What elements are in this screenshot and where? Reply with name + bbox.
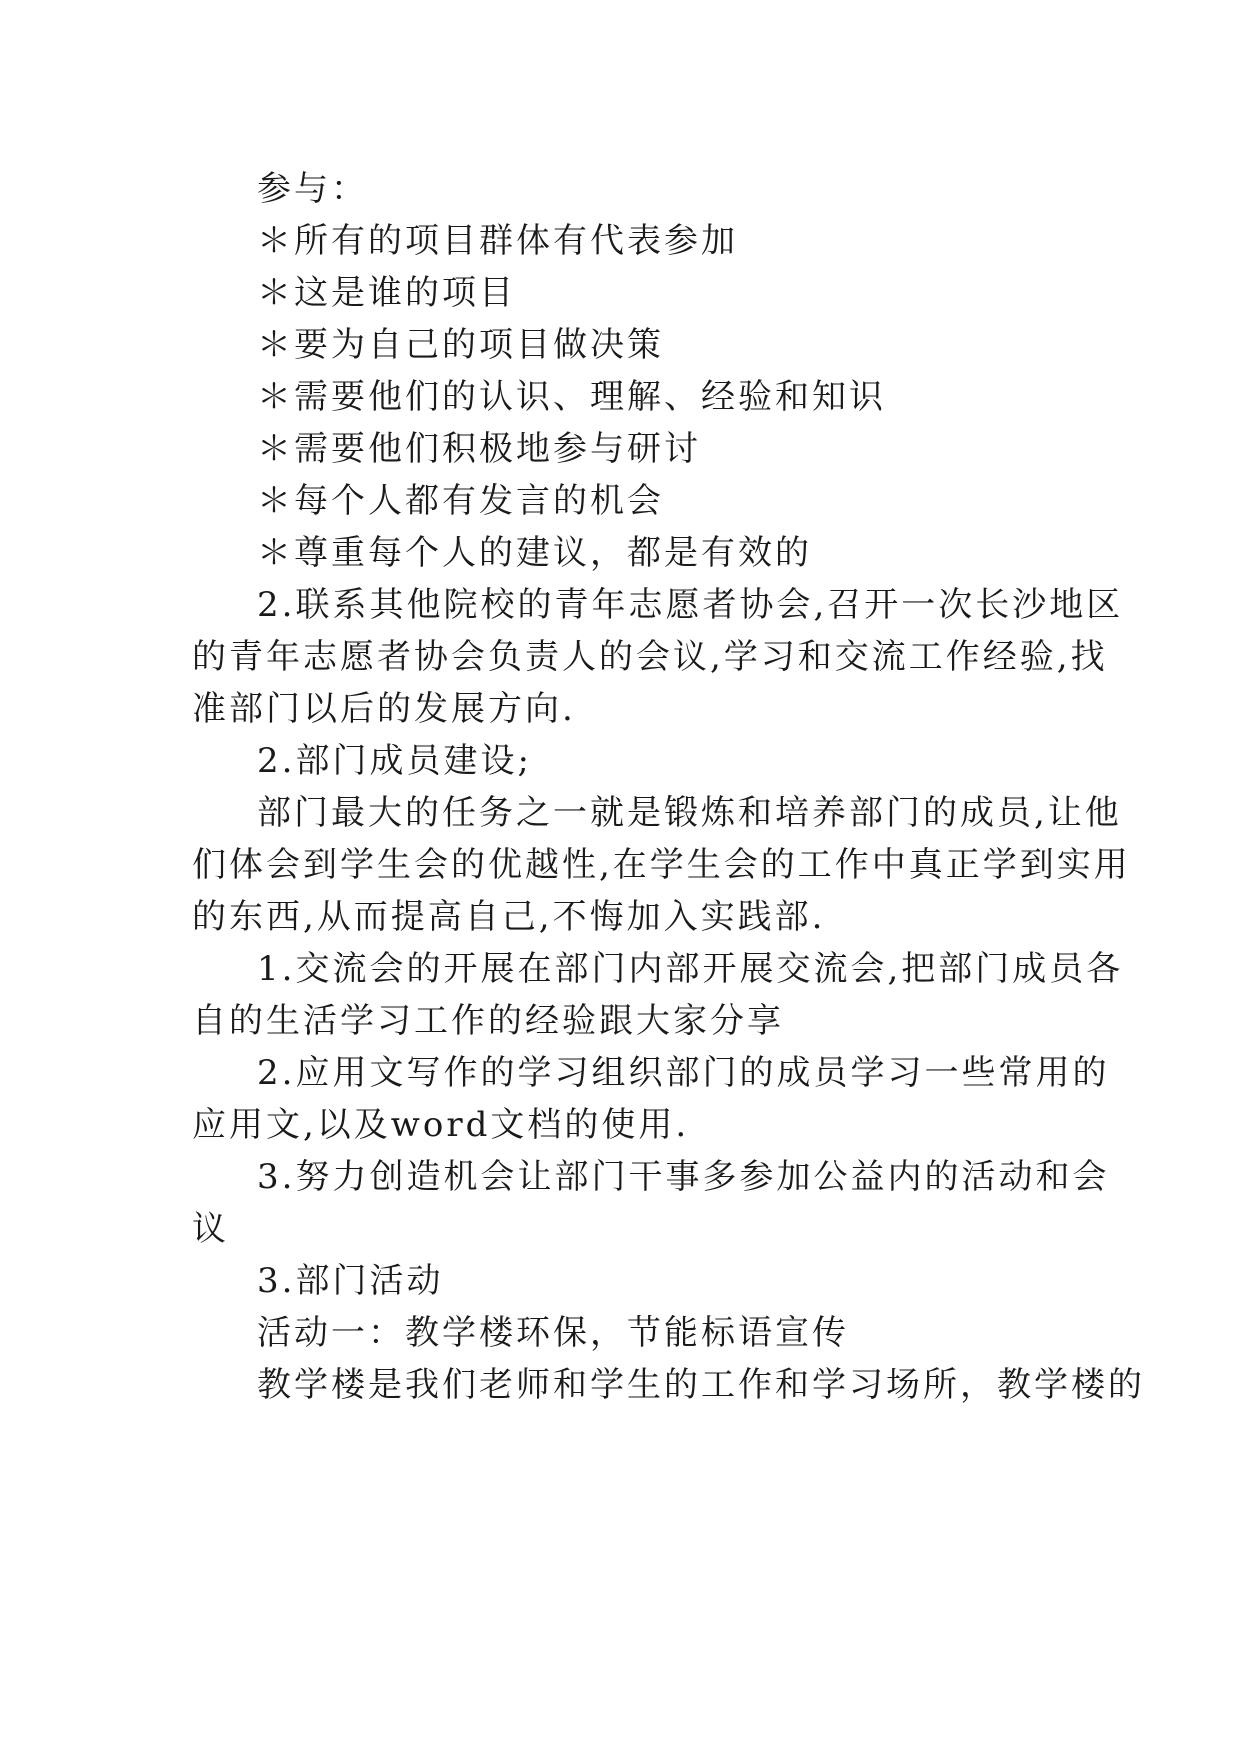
bullet-line: ＊要为自己的项目做决策 bbox=[257, 325, 664, 365]
section-heading: 2.部门成员建设; bbox=[257, 741, 532, 781]
text-line: 应用文,以及word文档的使用. bbox=[192, 1105, 690, 1145]
text-line: 2.联系其他院校的青年志愿者协会,召开一次长沙地区 bbox=[257, 585, 1124, 625]
bullet-line: ＊这是谁的项目 bbox=[257, 273, 516, 313]
text-line: 2.应用文写作的学习组织部门的成员学习一些常用的 bbox=[257, 1053, 1110, 1093]
text-line: 1.交流会的开展在部门内部开展交流会,把部门成员各 bbox=[257, 949, 1124, 989]
text-line: 的东西,从而提高自己,不悔加入实践部. bbox=[192, 897, 826, 937]
bullet-line: ＊所有的项目群体有代表参加 bbox=[257, 221, 738, 261]
text-line: 参与： bbox=[257, 169, 368, 209]
text-line: 准部门以后的发展方向. bbox=[192, 689, 576, 729]
bullet-line: ＊需要他们积极地参与研讨 bbox=[257, 429, 701, 469]
text-line: 的青年志愿者协会负责人的会议,学习和交流工作经验,找 bbox=[192, 637, 1108, 677]
text-line: 议 bbox=[192, 1209, 229, 1249]
text-line: 教学楼是我们老师和学生的工作和学习场所，教学楼的 bbox=[257, 1365, 1145, 1405]
text-line: 自的生活学习工作的经验跟大家分享 bbox=[192, 1001, 784, 1041]
text-line: 3.努力创造机会让部门干事多参加公益内的活动和会 bbox=[257, 1157, 1110, 1197]
bullet-line: ＊尊重每个人的建议，都是有效的 bbox=[257, 533, 812, 573]
activity-title: 活动一：教学楼环保，节能标语宣传 bbox=[257, 1313, 849, 1353]
text-line: 部门最大的任务之一就是锻炼和培养部门的成员,让他 bbox=[257, 793, 1122, 833]
bullet-line: ＊每个人都有发言的机会 bbox=[257, 481, 664, 521]
bullet-line: ＊需要他们的认识、理解、经验和知识 bbox=[257, 377, 886, 417]
text-line: 们体会到学生会的优越性,在学生会的工作中真正学到实用 bbox=[192, 845, 1131, 885]
section-heading: 3.部门活动 bbox=[257, 1261, 444, 1301]
